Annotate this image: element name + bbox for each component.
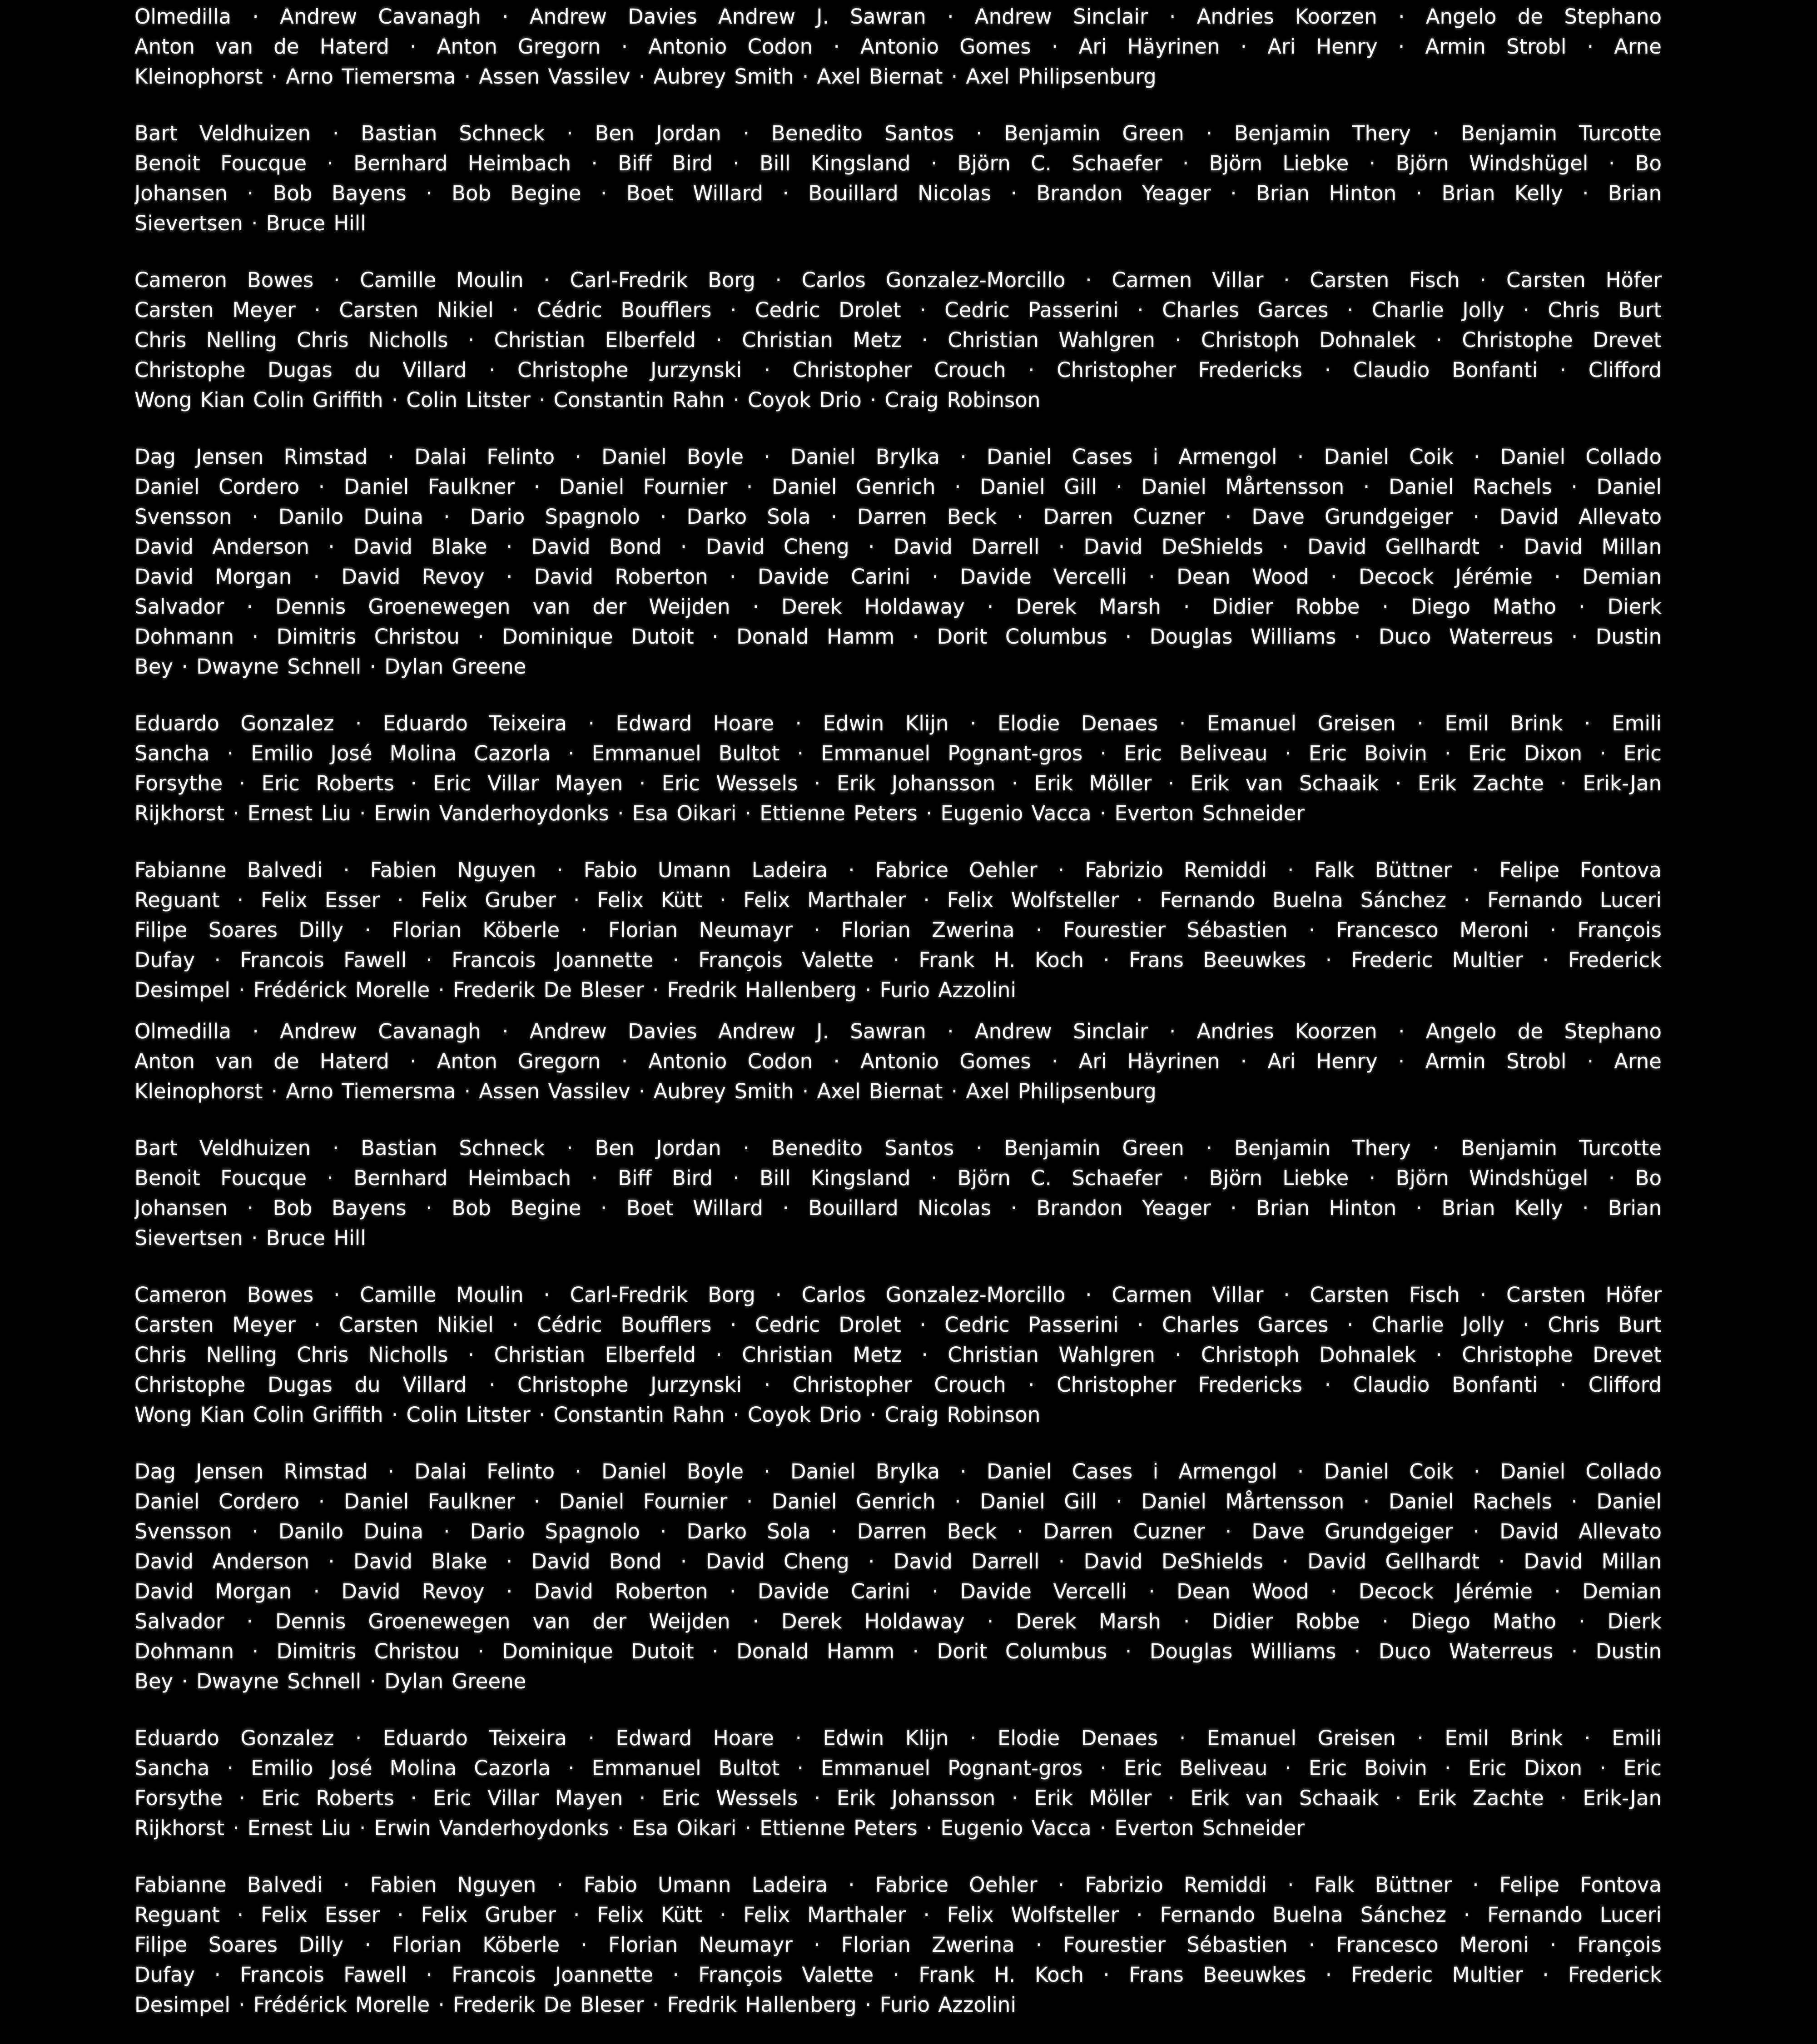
credits-line: Daniel Cordero · Daniel Faulkner · Daniel Fournier · Daniel Genrich · Daniel Gill · Daniel Mårtensson · Daniel Rachels · Daniel xyxy=(134,1489,1662,1513)
credits-line: David Anderson · David Blake · David Bond · David Cheng · David Darrell · David DeShields · David Gellhardt · David Millan xyxy=(134,1549,1662,1573)
credits-line: Dufay · Francois Fawell · Francois Joannette · François Valette · Frank H. Koch · Frans Beeuwkes · Frederic Multier · Frederick xyxy=(134,948,1662,972)
credits-line: Sievertsen · Bruce Hill xyxy=(134,211,366,235)
credits-line: Fabianne Balvedi · Fabien Nguyen · Fabio Umann Ladeira · Fabrice Oehler · Fabrizio Remiddi · Falk Büttner · Felipe Fontova xyxy=(134,858,1662,882)
credits-line: Christophe Dugas du Villard · Christophe Jurzynski · Christopher Crouch · Christopher Fredericks · Claudio Bonfanti · Clifford xyxy=(134,1373,1662,1397)
credits-line: Sievertsen · Bruce Hill xyxy=(134,1226,366,1250)
credits-line: Desimpel · Frédérick Morelle · Frederik De Bleser · Fredrik Hallenberg · Furio Azzolini xyxy=(134,978,1016,1002)
credits-line: Filipe Soares Dilly · Florian Köberle · Florian Neumayr · Florian Zwerina · Fourestier Sébastien · Francesco Meroni · François xyxy=(134,918,1662,942)
credits-line: Bey · Dwayne Schnell · Dylan Greene xyxy=(134,655,526,679)
credits-line: Rijkhorst · Ernest Liu · Erwin Vanderhoydonks · Esa Oikari · Ettienne Peters · Eugenio Vacca · Everton Schneider xyxy=(134,801,1305,825)
credits-line: Reguant · Felix Esser · Felix Gruber · Felix Kütt · Felix Marthaler · Felix Wolfsteller · Fernando Buelna Sánchez · Fernando Luceri xyxy=(134,888,1662,912)
credits-line: Benoit Foucque · Bernhard Heimbach · Biff Bird · Bill Kingsland · Björn C. Schaefer · Björn Liebke · Björn Windshügel · Bo xyxy=(134,1166,1662,1190)
credits-line: Filipe Soares Dilly · Florian Köberle · Florian Neumayr · Florian Zwerina · Fourestier Sébastien · Francesco Meroni · François xyxy=(134,1933,1662,1957)
credits-group-f xyxy=(134,1870,1662,2020)
credits-line: Kleinophorst · Arno Tiemersma · Assen Vassilev · Aubrey Smith · Axel Biernat · Axel Philipsenburg xyxy=(134,64,1157,89)
credits-line: Johansen · Bob Bayens · Bob Begine · Boet Willard · Bouillard Nicolas · Brandon Yeager · Brian Hinton · Brian Kelly · Brian xyxy=(134,1196,1662,1220)
credits-group-d xyxy=(134,442,1662,682)
credits-line: Dufay · Francois Fawell · Francois Joannette · François Valette · Frank H. Koch · Frans Beeuwkes · Frederic Multier · Frederick xyxy=(134,1963,1662,1987)
credits-line: Dag Jensen Rimstad · Dalai Felinto · Daniel Boyle · Daniel Brylka · Daniel Cases i Armengol · Daniel Coik · Daniel Collado xyxy=(134,445,1662,469)
credits-group-a xyxy=(134,1017,1662,1106)
credits-line: Dohmann · Dimitris Christou · Dominique Dutoit · Donald Hamm · Dorit Columbus · Douglas Williams · Duco Waterreus · Dustin xyxy=(134,625,1662,649)
credits-line: David Anderson · David Blake · David Bond · David Cheng · David Darrell · David DeShields · David Gellhardt · David Millan xyxy=(134,535,1662,559)
credits-line: Wong Kian Colin Griffith · Colin Litster · Constantin Rahn · Coyok Drio · Craig Robinson xyxy=(134,388,1041,412)
credits-line: Fabianne Balvedi · Fabien Nguyen · Fabio Umann Ladeira · Fabrice Oehler · Fabrizio Remiddi · Falk Büttner · Felipe Fontova xyxy=(134,1873,1662,1897)
credits-line: Eduardo Gonzalez · Eduardo Teixeira · Edward Hoare · Edwin Klijn · Elodie Denaes · Emanuel Greisen · Emil Brink · Emili xyxy=(134,1726,1662,1750)
credits-line: Christophe Dugas du Villard · Christophe Jurzynski · Christopher Crouch · Christopher Fredericks · Claudio Bonfanti · Clifford xyxy=(134,358,1662,382)
credits-line: Carsten Meyer · Carsten Nikiel · Cédric Boufflers · Cedric Drolet · Cedric Passerini · Charles Garces · Charlie Jolly · Chris Burt xyxy=(134,298,1662,322)
credits-line: Olmedilla · Andrew Cavanagh · Andrew Davies Andrew J. Sawran · Andrew Sinclair · Andries Koorzen · Angelo de Stephano xyxy=(134,5,1662,29)
credits-line: Svensson · Danilo Duina · Dario Spagnolo · Darko Sola · Darren Beck · Darren Cuzner · Dave Grundgeiger · David Allevato xyxy=(134,1519,1662,1543)
credits-line: Dohmann · Dimitris Christou · Dominique Dutoit · Donald Hamm · Dorit Columbus · Douglas Williams · Duco Waterreus · Dustin xyxy=(134,1639,1662,1663)
credits-line: Salvador · Dennis Groenewegen van der Weijden · Derek Holdaway · Derek Marsh · Didier Robbe · Diego Matho · Dierk xyxy=(134,595,1662,619)
credits-line: Svensson · Danilo Duina · Dario Spagnolo · Darko Sola · Darren Beck · Darren Cuzner · Dave Grundgeiger · David Allevato xyxy=(134,505,1662,529)
credits-line: David Morgan · David Revoy · David Roberton · Davide Carini · Davide Vercelli · Dean Wood · Decock Jérémie · Demian xyxy=(134,1579,1662,1603)
credits-line: Sancha · Emilio José Molina Cazorla · Emmanuel Bultot · Emmanuel Pognant-gros · Eric Beliveau · Eric Boivin · Eric Dixon · Eric xyxy=(134,741,1662,765)
credits-line: Rijkhorst · Ernest Liu · Erwin Vanderhoydonks · Esa Oikari · Ettienne Peters · Eugenio Vacca · Everton Schneider xyxy=(134,1816,1305,1840)
credits-block-1 xyxy=(134,2,1662,1005)
credits-line: Sancha · Emilio José Molina Cazorla · Emmanuel Bultot · Emmanuel Pognant-gros · Eric Beliveau · Eric Boivin · Eric Dixon · Eric xyxy=(134,1756,1662,1780)
credits-line: Benoit Foucque · Bernhard Heimbach · Biff Bird · Bill Kingsland · Björn C. Schaefer · Björn Liebke · Björn Windshügel · Bo xyxy=(134,151,1662,175)
credits-line: Forsythe · Eric Roberts · Eric Villar Mayen · Eric Wessels · Erik Johansson · Erik Möller · Erik van Schaaik · Erik Zachte · Erik-Jan xyxy=(134,1786,1662,1810)
credits-line: Forsythe · Eric Roberts · Eric Villar Mayen · Eric Wessels · Erik Johansson · Erik Möller · Erik van Schaaik · Erik Zachte · Erik-Jan xyxy=(134,771,1662,795)
credits-line: Desimpel · Frédérick Morelle · Frederik De Bleser · Fredrik Hallenberg · Furio Azzolini xyxy=(134,1993,1016,2017)
credits-line: Johansen · Bob Bayens · Bob Begine · Boet Willard · Bouillard Nicolas · Brandon Yeager · Brian Hinton · Brian Kelly · Brian xyxy=(134,181,1662,205)
credits-group-e xyxy=(134,1723,1662,1843)
credits-line: Olmedilla · Andrew Cavanagh · Andrew Davies Andrew J. Sawran · Andrew Sinclair · Andries Koorzen · Angelo de Stephano xyxy=(134,1019,1662,1043)
credits-group-c xyxy=(134,1280,1662,1430)
credits-group-a xyxy=(134,2,1662,92)
credits-line: Chris Nelling Chris Nicholls · Christian Elberfeld · Christian Metz · Christian Wahlgren · Christoph Dohnalek · Christophe Drevet xyxy=(134,328,1662,352)
credits-line: Carsten Meyer · Carsten Nikiel · Cédric Boufflers · Cedric Drolet · Cedric Passerini · Charles Garces · Charlie Jolly · Chris Burt xyxy=(134,1313,1662,1337)
credits-group-b xyxy=(134,119,1662,238)
credits-line: Cameron Bowes · Camille Moulin · Carl-Fredrik Borg · Carlos Gonzalez-Morcillo · Carmen Villar · Carsten Fisch · Carsten Höfer xyxy=(134,268,1662,292)
credits-line: Anton van de Haterd · Anton Gregorn · Antonio Codon · Antonio Gomes · Ari Häyrinen · Ari Henry · Armin Strobl · Arne xyxy=(134,35,1662,59)
credits-group-e xyxy=(134,709,1662,829)
credits-group-d xyxy=(134,1457,1662,1697)
credits-line: Bart Veldhuizen · Bastian Schneck · Ben Jordan · Benedito Santos · Benjamin Green · Benjamin Thery · Benjamin Turcotte xyxy=(134,121,1662,145)
credits-line: Wong Kian Colin Griffith · Colin Litster · Constantin Rahn · Coyok Drio · Craig Robinson xyxy=(134,1403,1041,1427)
credits-block-2 xyxy=(134,1017,1662,2020)
credits-line: Kleinophorst · Arno Tiemersma · Assen Vassilev · Aubrey Smith · Axel Biernat · Axel Philipsenburg xyxy=(134,1079,1157,1103)
credits-line: Eduardo Gonzalez · Eduardo Teixeira · Edward Hoare · Edwin Klijn · Elodie Denaes · Emanuel Greisen · Emil Brink · Emili xyxy=(134,711,1662,735)
credits-line: Chris Nelling Chris Nicholls · Christian Elberfeld · Christian Metz · Christian Wahlgren · Christoph Dohnalek · Christophe Drevet xyxy=(134,1343,1662,1367)
credits-line: Dag Jensen Rimstad · Dalai Felinto · Daniel Boyle · Daniel Brylka · Daniel Cases i Armengol · Daniel Coik · Daniel Collado xyxy=(134,1459,1662,1483)
credits-group-c xyxy=(134,265,1662,415)
credits-line: Bart Veldhuizen · Bastian Schneck · Ben Jordan · Benedito Santos · Benjamin Green · Benjamin Thery · Benjamin Turcotte xyxy=(134,1136,1662,1160)
credits-group-b xyxy=(134,1133,1662,1253)
credits-line: Salvador · Dennis Groenewegen van der Weijden · Derek Holdaway · Derek Marsh · Didier Robbe · Diego Matho · Dierk xyxy=(134,1609,1662,1633)
credits-line: Cameron Bowes · Camille Moulin · Carl-Fredrik Borg · Carlos Gonzalez-Morcillo · Carmen Villar · Carsten Fisch · Carsten Höfer xyxy=(134,1283,1662,1307)
credits-line: Daniel Cordero · Daniel Faulkner · Daniel Fournier · Daniel Genrich · Daniel Gill · Daniel Mårtensson · Daniel Rachels · Daniel xyxy=(134,475,1662,499)
credits-group-f xyxy=(134,855,1662,1005)
credits-line: David Morgan · David Revoy · David Roberton · Davide Carini · Davide Vercelli · Dean Wood · Decock Jérémie · Demian xyxy=(134,565,1662,589)
credits-line: Bey · Dwayne Schnell · Dylan Greene xyxy=(134,1669,526,1693)
credits-line: Reguant · Felix Esser · Felix Gruber · Felix Kütt · Felix Marthaler · Felix Wolfsteller · Fernando Buelna Sánchez · Fernando Luceri xyxy=(134,1903,1662,1927)
credits-line: Anton van de Haterd · Anton Gregorn · Antonio Codon · Antonio Gomes · Ari Häyrinen · Ari Henry · Armin Strobl · Arne xyxy=(134,1049,1662,1073)
